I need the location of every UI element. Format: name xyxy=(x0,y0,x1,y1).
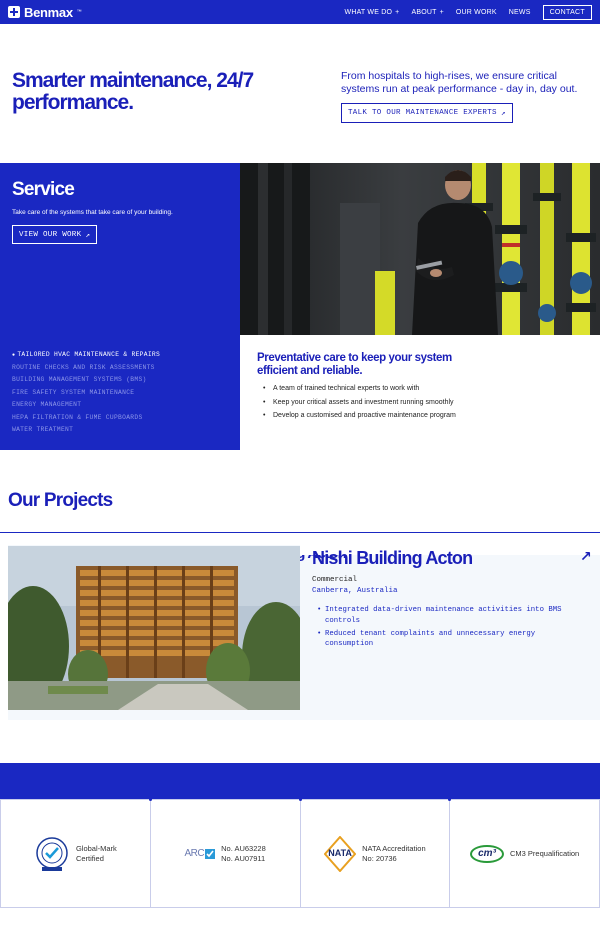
arc-text xyxy=(221,844,266,864)
nav-about-label: ABOUT xyxy=(411,8,437,16)
project-category: Commercial xyxy=(312,576,358,584)
nav-our-work-label: OUR WORK xyxy=(455,8,497,16)
projects-divider xyxy=(0,532,600,533)
talk-to-experts-button[interactable] xyxy=(341,103,513,123)
top-nav xyxy=(0,0,600,24)
nav-links xyxy=(345,5,592,20)
arc-logo xyxy=(185,848,216,859)
service-panel xyxy=(0,163,240,450)
hero-title: Smarter maintenance, 24/7 performance. xyxy=(12,69,254,114)
care-point: • A team of trained technical experts to work with xyxy=(263,382,456,396)
arrow-up-right-icon: ↗ xyxy=(500,110,506,118)
arrow-up-right-icon: ↗ xyxy=(85,231,91,240)
hero-subtitle: From hospitals to high-rises, we ensure critical systems run at peak performance - day in, day out. xyxy=(341,70,578,95)
arc-line: No. AU07911 xyxy=(221,853,266,863)
accreditation-band xyxy=(0,763,600,799)
service-item-fire-safety[interactable]: FIRE SAFETY SYSTEM MAINTENANCE xyxy=(12,388,135,396)
preventative-care-list xyxy=(263,382,456,423)
accreditation-cm3 xyxy=(450,800,600,907)
nishi-building-illustration xyxy=(8,546,300,710)
service-description: Take care of the systems that take care of your building. xyxy=(12,209,173,216)
global-mark-seal-icon xyxy=(34,836,70,872)
preventative-care-title: Preventative care to keep your system efficient and reliable. xyxy=(257,352,452,377)
service-item-water[interactable]: WATER TREATMENT xyxy=(12,426,74,433)
nav-news[interactable] xyxy=(509,9,531,16)
cm3-text xyxy=(510,849,579,859)
accreditation-row xyxy=(0,799,600,908)
plus-icon: + xyxy=(439,8,444,16)
project-highlights xyxy=(317,605,562,652)
nav-what-we-do[interactable] xyxy=(345,9,400,16)
project-meta xyxy=(312,575,398,596)
nata-line: NATA Accreditation xyxy=(362,843,426,853)
nav-what-we-do-label: WHAT WE DO xyxy=(344,8,393,16)
service-item-bms[interactable]: BUILDING MANAGEMENT SYSTEMS (BMS) xyxy=(12,376,147,383)
global-mark-line: Certified xyxy=(75,853,104,863)
service-item-hepa[interactable]: HEPA FILTRATION & FUME CUPBOARDS xyxy=(12,413,143,421)
projects-title: Our Projects xyxy=(8,490,113,511)
service-item-routine-checks[interactable]: ROUTINE CHECKS AND RISK ASSESSMENTS xyxy=(12,363,155,371)
care-point: • Develop a customised and proactive maintenance program xyxy=(263,409,456,423)
nav-about[interactable] xyxy=(411,9,443,16)
logo-plus-icon xyxy=(8,6,20,18)
global-mark-text xyxy=(76,844,117,864)
nata-logo xyxy=(324,836,356,872)
logo-trademark: ™ xyxy=(76,9,82,15)
service-item-energy[interactable]: ENERGY MANAGEMENT xyxy=(12,401,82,408)
global-mark-line: Global-Mark xyxy=(75,843,117,853)
service-title: Service xyxy=(12,179,75,200)
project-name[interactable]: Nishi Building Acton xyxy=(312,548,473,568)
accreditation-global-mark xyxy=(0,800,151,907)
arc-line: No. AU63228 xyxy=(221,843,266,853)
cm3-logo-text: cm³ xyxy=(478,848,496,859)
technician-photo-illustration xyxy=(240,163,600,335)
benmax-logo[interactable] xyxy=(8,5,81,20)
project-arrow-icon[interactable]: ↗ xyxy=(580,548,592,564)
nav-our-work[interactable] xyxy=(456,9,497,16)
project-photo xyxy=(8,546,300,710)
accreditation-nata xyxy=(301,800,451,907)
view-our-work-label: VIEW OUR WORK xyxy=(19,230,82,239)
talk-to-experts-label: TALK TO OUR MAINTENANCE EXPERTS xyxy=(348,109,497,117)
divider-dot xyxy=(448,798,451,801)
technician-photo xyxy=(240,163,600,335)
accreditation-arc xyxy=(151,800,301,907)
care-point: • Keep your critical assets and investment running smoothly xyxy=(263,396,456,410)
arc-check-icon xyxy=(205,849,215,859)
project-highlight: • Reduced tenant complaints and unnecessary energy consumption xyxy=(317,629,562,650)
project-location: Canberra, Australia xyxy=(312,586,398,595)
cm3-line: CM3 Prequalification xyxy=(510,848,580,858)
divider-dot xyxy=(299,798,302,801)
contact-button[interactable]: CONTACT xyxy=(543,5,592,20)
nav-news-label: NEWS xyxy=(508,8,531,16)
service-list xyxy=(12,349,160,437)
view-our-work-button[interactable] xyxy=(12,225,97,244)
project-highlight: • Integrated data-driven maintenance activities into BMS controls xyxy=(317,605,562,626)
arc-logo-text: ARC xyxy=(184,848,205,859)
service-item-hvac[interactable]: ● TAILORED HVAC MAINTENANCE & REPAIRS xyxy=(12,349,160,362)
nata-logo-text: NATA xyxy=(328,847,352,858)
nata-line: No: 20736 xyxy=(362,853,397,863)
nata-text xyxy=(362,844,426,864)
divider-dot xyxy=(149,798,152,801)
logo-text: Benmax xyxy=(24,4,73,20)
plus-icon: + xyxy=(395,8,400,16)
cm3-logo xyxy=(470,845,504,863)
